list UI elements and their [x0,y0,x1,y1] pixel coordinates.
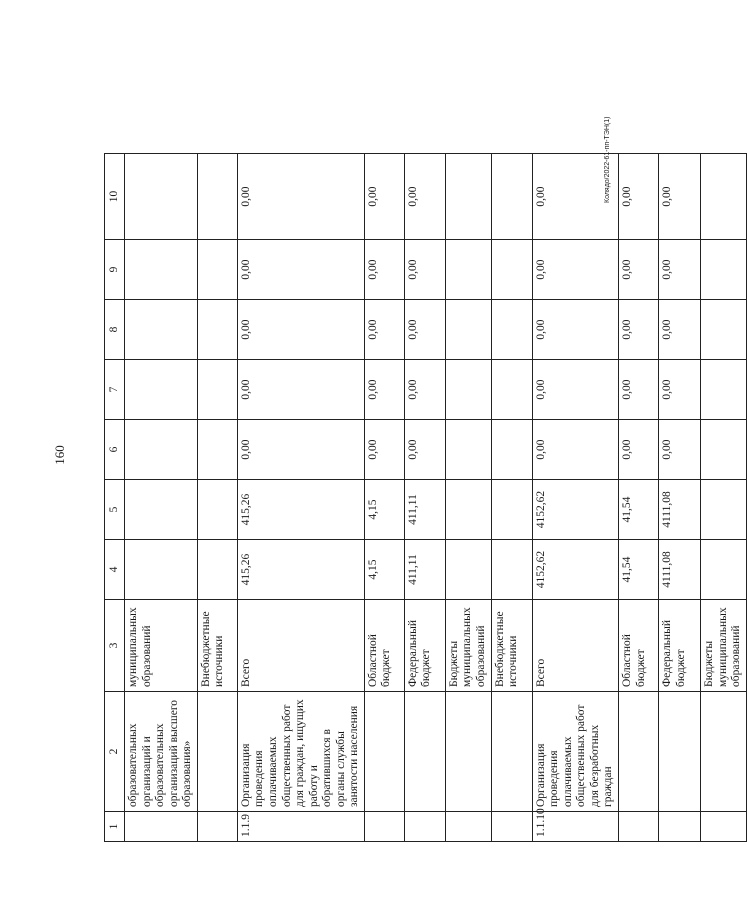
funding-source-cell: Всего [532,600,618,692]
item-number-cell [364,812,404,842]
activity-name-cell [404,692,445,812]
table-row [491,154,532,842]
amount-cell: 0,00 [532,300,618,360]
amount-cell [445,540,491,600]
amount-cell [197,480,237,540]
activity-name-cell [658,692,700,812]
amount-cell [445,240,491,300]
activity-name-cell [197,692,237,812]
amount-cell: 0,00 [364,360,404,420]
amount-cell: 0,00 [658,240,700,300]
amount-cell: 41,54 [618,540,658,600]
amount-cell [491,154,532,240]
amount-cell [125,480,198,540]
funding-source-cell: Федеральный бюджет [658,600,700,692]
amount-cell [700,154,746,240]
amount-cell: 0,00 [532,240,618,300]
activity-name-cell: Организация проведения оплачиваемых общественных работ для граждан, ищущих работу и обратившихся в органы службы занятости населения [237,692,364,812]
item-number-cell [445,812,491,842]
item-number-cell [700,812,746,842]
amount-cell: 4,15 [364,480,404,540]
amount-cell [125,154,198,240]
item-number-cell [125,812,198,842]
amount-cell: 0,00 [658,300,700,360]
amount-cell [445,300,491,360]
activity-name-cell [618,692,658,812]
amount-cell: 0,00 [404,240,445,300]
funding-source-cell: Бюджеты муниципальных образований [445,600,491,692]
amount-cell: 0,00 [658,360,700,420]
amount-cell: 0,00 [618,360,658,420]
column-header: 2 [105,692,125,812]
amount-cell: 411,11 [404,480,445,540]
activity-name-cell: Организация проведения оплачиваемых общественных работ для безработных граждан [532,692,618,812]
column-header: 9 [105,240,125,300]
amount-cell [197,360,237,420]
amount-cell: 0,00 [618,240,658,300]
amount-cell [125,300,198,360]
amount-cell [445,480,491,540]
budget-table [104,153,747,842]
item-number-cell [404,812,445,842]
table-row [125,154,198,842]
amount-cell [125,240,198,300]
table-row [658,154,700,842]
amount-cell: 0,00 [237,300,364,360]
column-header: 5 [105,480,125,540]
amount-cell: 0,00 [618,300,658,360]
item-number-cell [197,812,237,842]
amount-cell: 0,00 [237,240,364,300]
amount-cell: 415,26 [237,480,364,540]
funding-source-cell: муниципальных образований [125,600,198,692]
amount-cell [197,540,237,600]
amount-cell: 0,00 [237,154,364,240]
funding-source-cell: Областной бюджет [618,600,658,692]
column-header: 4 [105,540,125,600]
amount-cell [445,420,491,480]
activity-name-cell: образовательных организаций и образовательных организаций высшего образования» [125,692,198,812]
amount-cell: 0,00 [404,360,445,420]
amount-cell: 4111,08 [658,480,700,540]
amount-cell [700,540,746,600]
amount-cell: 0,00 [237,420,364,480]
amount-cell [700,300,746,360]
amount-cell [197,420,237,480]
amount-cell: 0,00 [404,154,445,240]
amount-cell [197,240,237,300]
funding-source-cell: Федеральный бюджет [404,600,445,692]
document-stamp: Колядо/2022-61-пп-ТЭН(1) [604,116,611,204]
amount-cell [125,360,198,420]
amount-cell [491,480,532,540]
amount-cell [197,300,237,360]
column-header: 7 [105,360,125,420]
table-row [618,154,658,842]
amount-cell [491,360,532,420]
amount-cell [700,360,746,420]
amount-cell [700,420,746,480]
amount-cell [445,360,491,420]
amount-cell [491,240,532,300]
amount-cell [491,300,532,360]
table-row [364,154,404,842]
amount-cell: 0,00 [532,360,618,420]
header-row [105,154,125,842]
funding-source-cell: Бюджеты муниципальных образований [700,600,746,692]
item-number-cell [658,812,700,842]
amount-cell [491,420,532,480]
amount-cell: 0,00 [364,240,404,300]
amount-cell: 4,15 [364,540,404,600]
funding-source-cell: Внебюджетные источники [491,600,532,692]
table-row [237,154,364,842]
amount-cell: 0,00 [364,300,404,360]
amount-cell [125,540,198,600]
amount-cell: 0,00 [404,420,445,480]
amount-cell: 4152,62 [532,540,618,600]
item-number-cell: 1.1.9 [237,812,364,842]
amount-cell [445,154,491,240]
column-header: 6 [105,420,125,480]
amount-cell: 415,26 [237,540,364,600]
table-row [197,154,237,842]
amount-cell: 0,00 [364,420,404,480]
amount-cell: 0,00 [532,154,618,240]
table-row [532,154,618,842]
amount-cell: 0,00 [237,360,364,420]
amount-cell: 0,00 [618,154,658,240]
amount-cell [491,540,532,600]
item-number-cell [491,812,532,842]
column-header: 1 [105,812,125,842]
item-number-cell [618,812,658,842]
activity-name-cell [445,692,491,812]
amount-cell: 0,00 [404,300,445,360]
amount-cell: 41,54 [618,480,658,540]
amount-cell: 0,00 [658,154,700,240]
amount-cell: 0,00 [658,420,700,480]
page-number: 160 [52,445,67,465]
item-number-cell: 1.1.10 [532,812,618,842]
amount-cell: 4111,08 [658,540,700,600]
amount-cell [125,420,198,480]
amount-cell [197,154,237,240]
column-header: 10 [105,154,125,240]
amount-cell [700,480,746,540]
amount-cell: 4152,62 [532,480,618,540]
funding-source-cell: Областной бюджет [364,600,404,692]
amount-cell: 0,00 [618,420,658,480]
table-row [700,154,746,842]
activity-name-cell [491,692,532,812]
table-row [404,154,445,842]
activity-name-cell [364,692,404,812]
amount-cell: 0,00 [532,420,618,480]
column-header: 8 [105,300,125,360]
amount-cell: 411,11 [404,540,445,600]
activity-name-cell [700,692,746,812]
funding-source-cell: Внебюджетные источники [197,600,237,692]
amount-cell [700,240,746,300]
funding-source-cell: Всего [237,600,364,692]
amount-cell: 0,00 [364,154,404,240]
table-row [445,154,491,842]
column-header: 3 [105,600,125,692]
